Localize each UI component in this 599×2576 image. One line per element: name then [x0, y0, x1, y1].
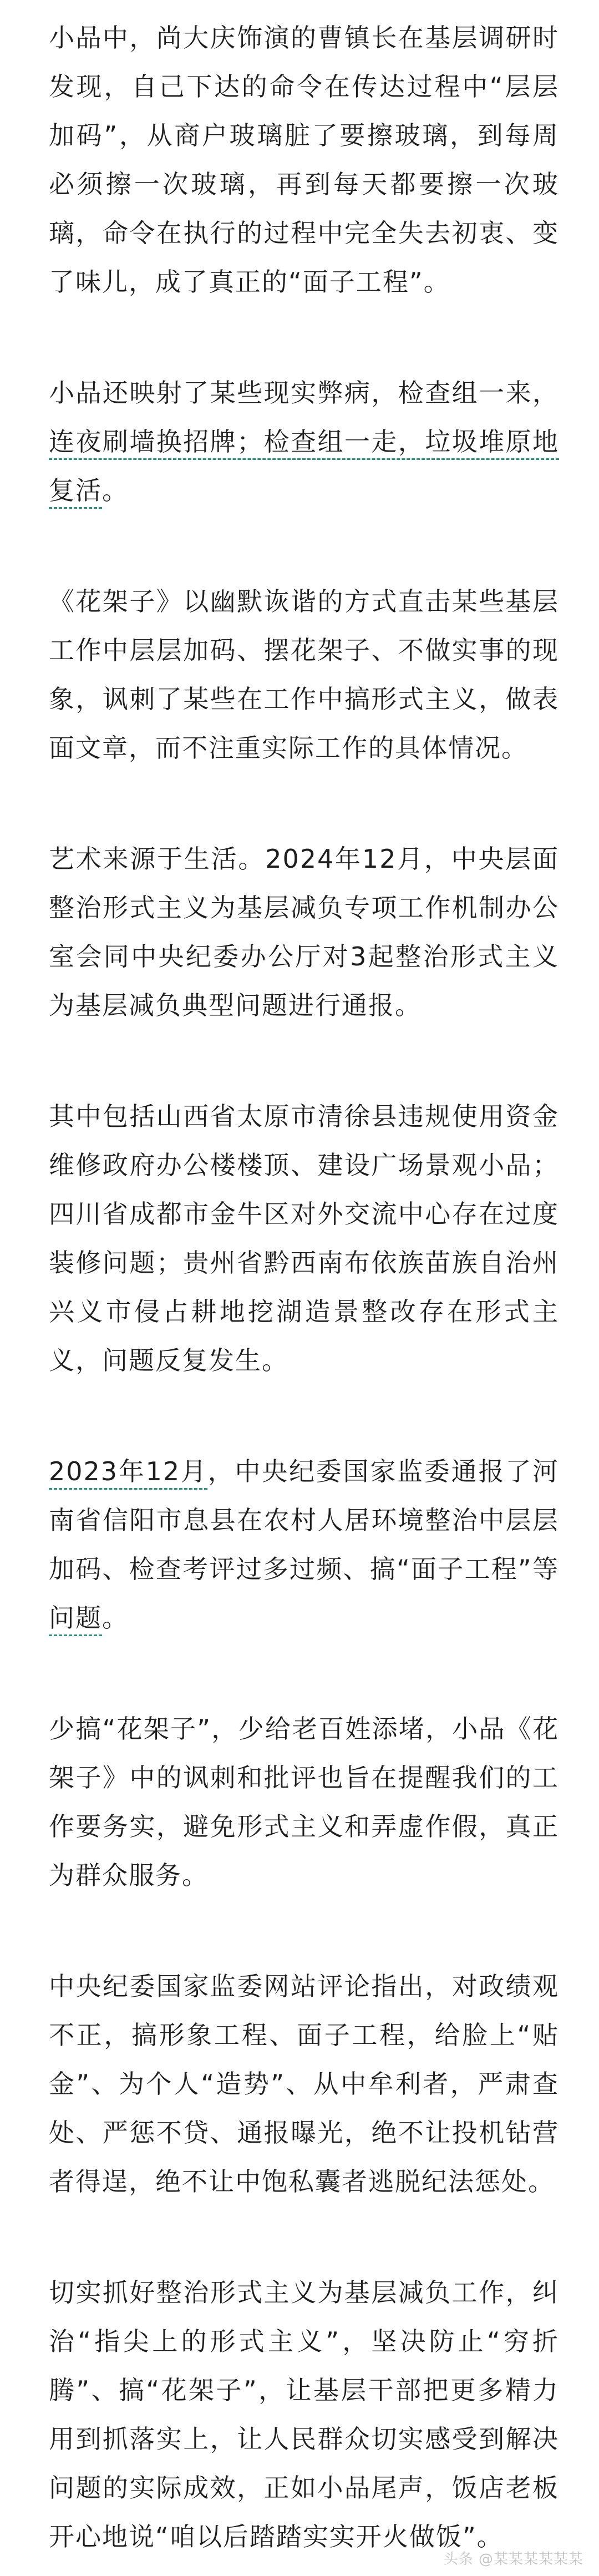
paragraph-5-text: 其中包括山西省太原市清徐县违规使用资金维修政府办公楼楼顶、建设广场景观小品；四川省成都市金牛区对外交流中心存在过度装修问题；贵州省黔西南布依族苗族自治州兴义市侵占耕地挖湖造景整改存在形式主义，问题反复发生。: [49, 1101, 559, 1375]
paragraph-6-text-b: 。: [102, 1603, 129, 1633]
paragraph-9-text: 切实抓好整治形式主义为基层减负工作，纠治“指尖上的形式主义”，坚决防止“穷折腾”、搞“花架子”，让基层干部把更多精力用到抓落实上，让人民群众切实感受到解决问题的实际成效，正如小品尾声，饭店老板开心地说“咱以后踏踏实实开火做饭”。: [49, 2278, 559, 2552]
paragraph-9: [49, 2268, 559, 2561]
paragraph-7: [49, 1704, 559, 1900]
watermark: 头条 @某某某某某某: [443, 2551, 583, 2568]
search-link-problem[interactable]: 问题: [49, 1603, 102, 1633]
paragraph-8: [49, 1962, 559, 2206]
paragraph-4-text: 艺术来源于生活。2024年12月，中央层面整治形式主义为基层减负专项工作机制办公室会同中央纪委办公厅对3起整治形式主义为基层减负典型问题进行通报。: [49, 844, 559, 1020]
paragraph-3-text: 《花架子》以幽默诙谐的方式直击某些基层工作中层层加码、摆花架子、不做实事的现象，讽刺了某些在工作中搞形式主义，做表面文章，而不注重实际工作的具体情况。: [49, 586, 559, 763]
paragraph-2-text-a: 小品还映射了某些现实弊病，检查组一来，: [49, 378, 559, 408]
paragraph-2-text-b: 。: [102, 475, 129, 505]
search-link-date[interactable]: 2023年12月: [49, 1456, 208, 1486]
paragraph-1-text: 小品中，尚大庆饰演的曹镇长在基层调研时发现，自己下达的命令在传达过程中“层层加码”，从商户玻璃脏了要擦玻璃，到每周必须擦一次玻璃，再到每天都要擦一次玻璃，命令在执行的过程中完全失去初衷、变了味儿，成了真正的“面子工程”。: [49, 23, 559, 297]
paragraph-1: [49, 13, 559, 306]
paragraph-3: [49, 577, 559, 772]
paragraph-6: [49, 1447, 559, 1642]
paragraph-6-text-a: ，中央纪委国家监委通报了河南省信阳市息县在农村人居环境整治中层层加码、检查考评过多过频、搞“面子工程”等: [49, 1456, 559, 1584]
paragraph-8-text: 中央纪委国家监委网站评论指出，对政绩观不正，搞形象工程、面子工程，给脸上“贴金”、为个人“造势”、从中牟利者，严肃查处、严惩不贷、通报曝光，绝不让投机钻营者得逞，绝不让中饱私囊者逃脱纪法惩处。: [49, 1971, 559, 2197]
paragraph-5: [49, 1092, 559, 1385]
paragraph-7-text: 少搞“花架子”，少给老百姓添堵，小品《花架子》中的讽刺和批评也旨在提醒我们的工作要务实，避免形式主义和弄虚作假，真正为群众服务。: [49, 1714, 559, 1890]
paragraph-2: [49, 368, 559, 515]
paragraph-4: [49, 834, 559, 1030]
search-link-wall-painting[interactable]: 连夜刷墙换招牌；检查组一走，垃圾堆原地复活: [49, 427, 559, 505]
